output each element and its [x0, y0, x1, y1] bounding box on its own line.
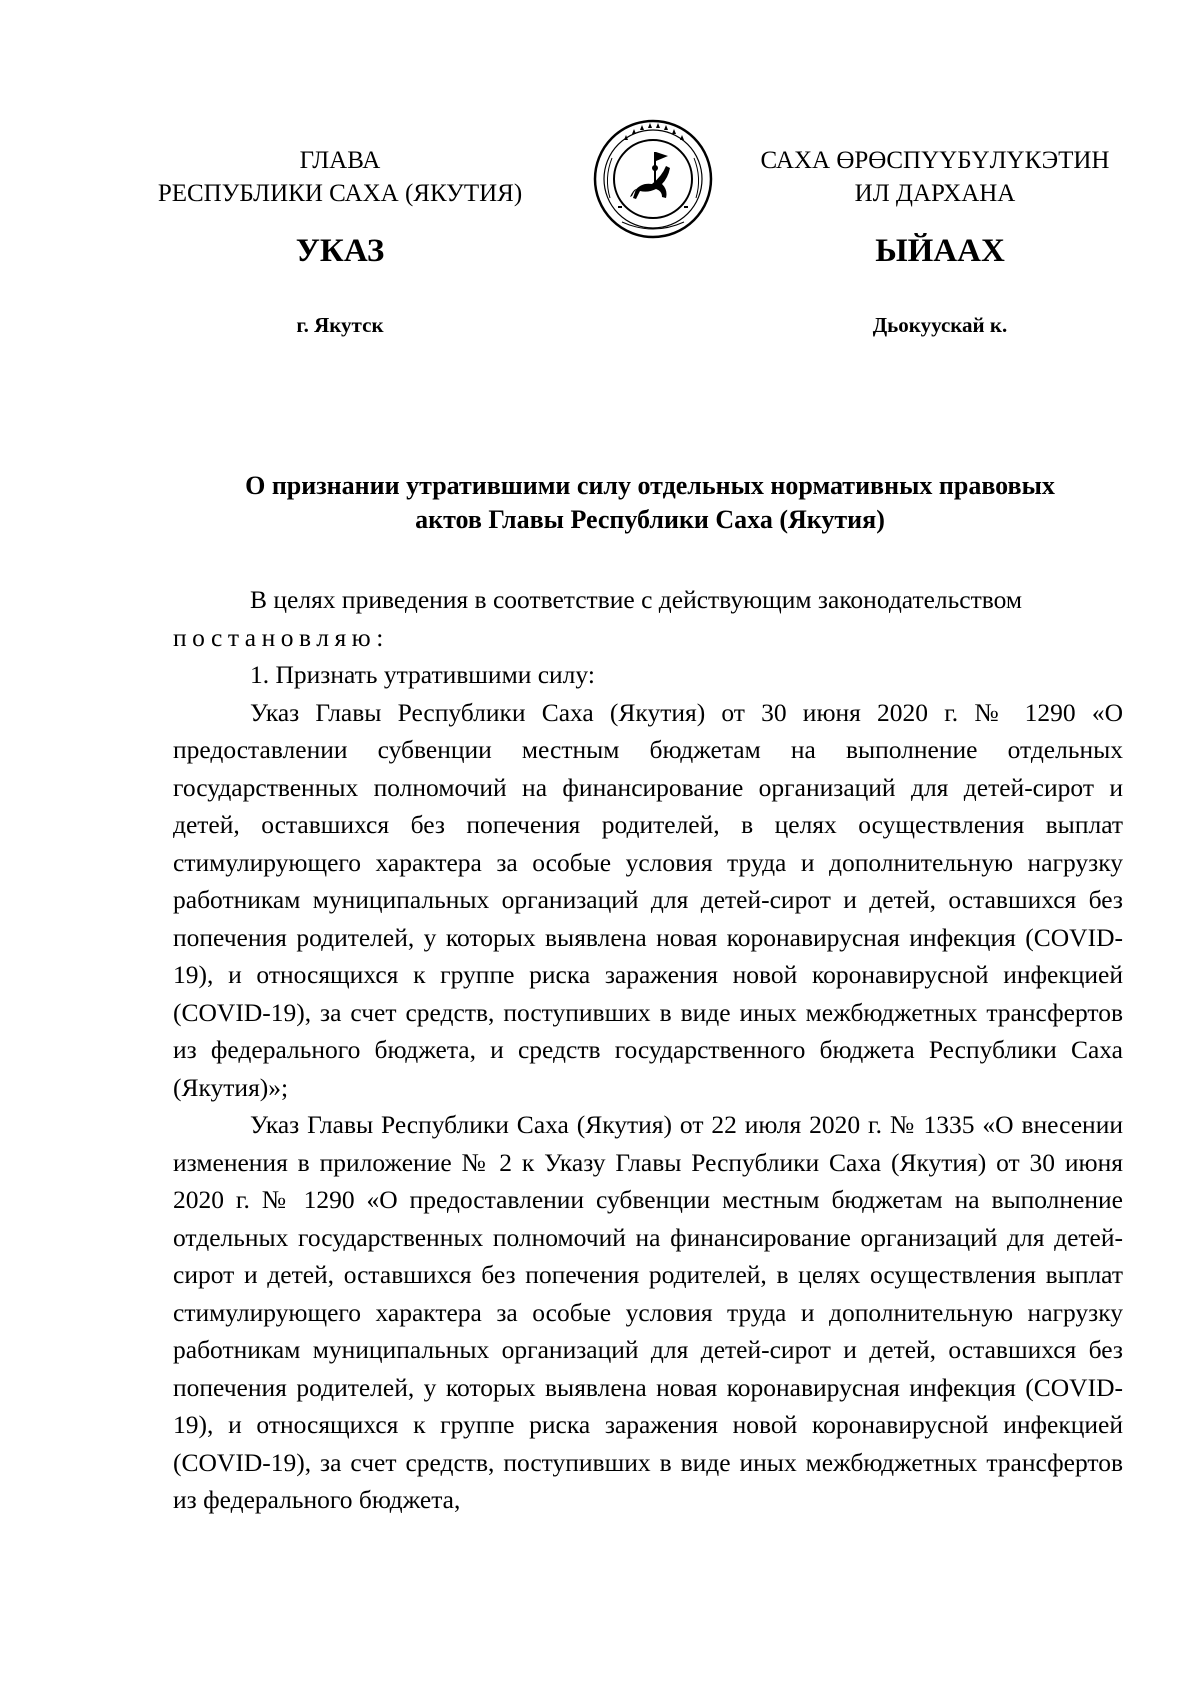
- header-left-line1: ГЛАВА: [299, 147, 381, 174]
- header-left-line2: РЕСПУБЛИКИ САХА (ЯКУТИЯ): [157, 180, 523, 207]
- coat-of-arms-icon: [592, 118, 714, 240]
- document-body: [173, 581, 1123, 1519]
- title-line2: актов Главы Республики Саха (Якутия): [415, 505, 885, 534]
- header-right-line1: САХА ӨРӨСПҮҮБҮЛҮКЭТИН: [760, 147, 1110, 174]
- doc-type-ru: УКАЗ: [295, 233, 385, 269]
- header-left-ru: [150, 144, 530, 210]
- city-sakha: Дьокуускай к.: [872, 313, 1008, 337]
- header-right-line2: ИЛ ДАРХАНА: [854, 180, 1016, 207]
- resolve-word: постановляю:: [173, 622, 389, 652]
- decree-1-paragraph: Указ Главы Республики Саха (Якутия) от 30 июня 2020 г. № 1290 «О предоставлении субвенции местным бюджетам на выполнение отдельных государственных полномочий на финансирование организаций для детей-сирот и детей, оставшихся без попечения родителей, в целях осуществления выплат стимулирующего характера за особые условия труда и дополнительную нагрузку работникам муниципальных организаций для детей-сирот и детей, оставшихся без попечения родителей, у которых выявлена новая коронавирусная инфекция (COVID-19), и относящихся к группе риска заражения новой коронавирусной инфекцией (COVID-19), за счет средств, поступивших в виде иных межбюджетных трансфертов из федерального бюджета, и средств государственного бюджета Республики Саха (Якутия)»;: [173, 697, 1123, 1102]
- intro-paragraph: В целях приведения в соответствие с действующим законодательством: [250, 585, 1023, 614]
- item-1: 1. Признать утратившими силу:: [250, 660, 595, 689]
- doc-type-sakha: ЫЙААХ: [875, 233, 1005, 269]
- document-title: [170, 469, 1130, 537]
- title-line1: О признании утратившими силу отдельных нормативных правовых: [245, 471, 1055, 500]
- city-ru: г. Якутск: [296, 313, 384, 337]
- decree-2-paragraph: Указ Главы Республики Саха (Якутия) от 22 июля 2020 г. № 1335 «О внесении изменения в приложение № 2 к Указу Главы Республики Саха (Якутия) от 30 июня 2020 г. № 1290 «О предоставлении субвенции местным бюджетам на выполнение отдельных государственных полномочий на финансирование организаций для детей-сирот и детей, оставшихся без попечения родителей, в целях осуществления выплат стимулирующего характера за особые условия труда и дополнительную нагрузку работникам муниципальных организаций для детей-сирот и детей, оставшихся без попечения родителей, у которых выявлена новая коронавирусная инфекция (COVID-19), и относящихся к группе риска заражения новой коронавирусной инфекцией (COVID-19), за счет средств, поступивших в виде иных межбюджетных трансфертов из федерального бюджета,: [173, 1110, 1123, 1514]
- header-right-sakha: [740, 144, 1130, 210]
